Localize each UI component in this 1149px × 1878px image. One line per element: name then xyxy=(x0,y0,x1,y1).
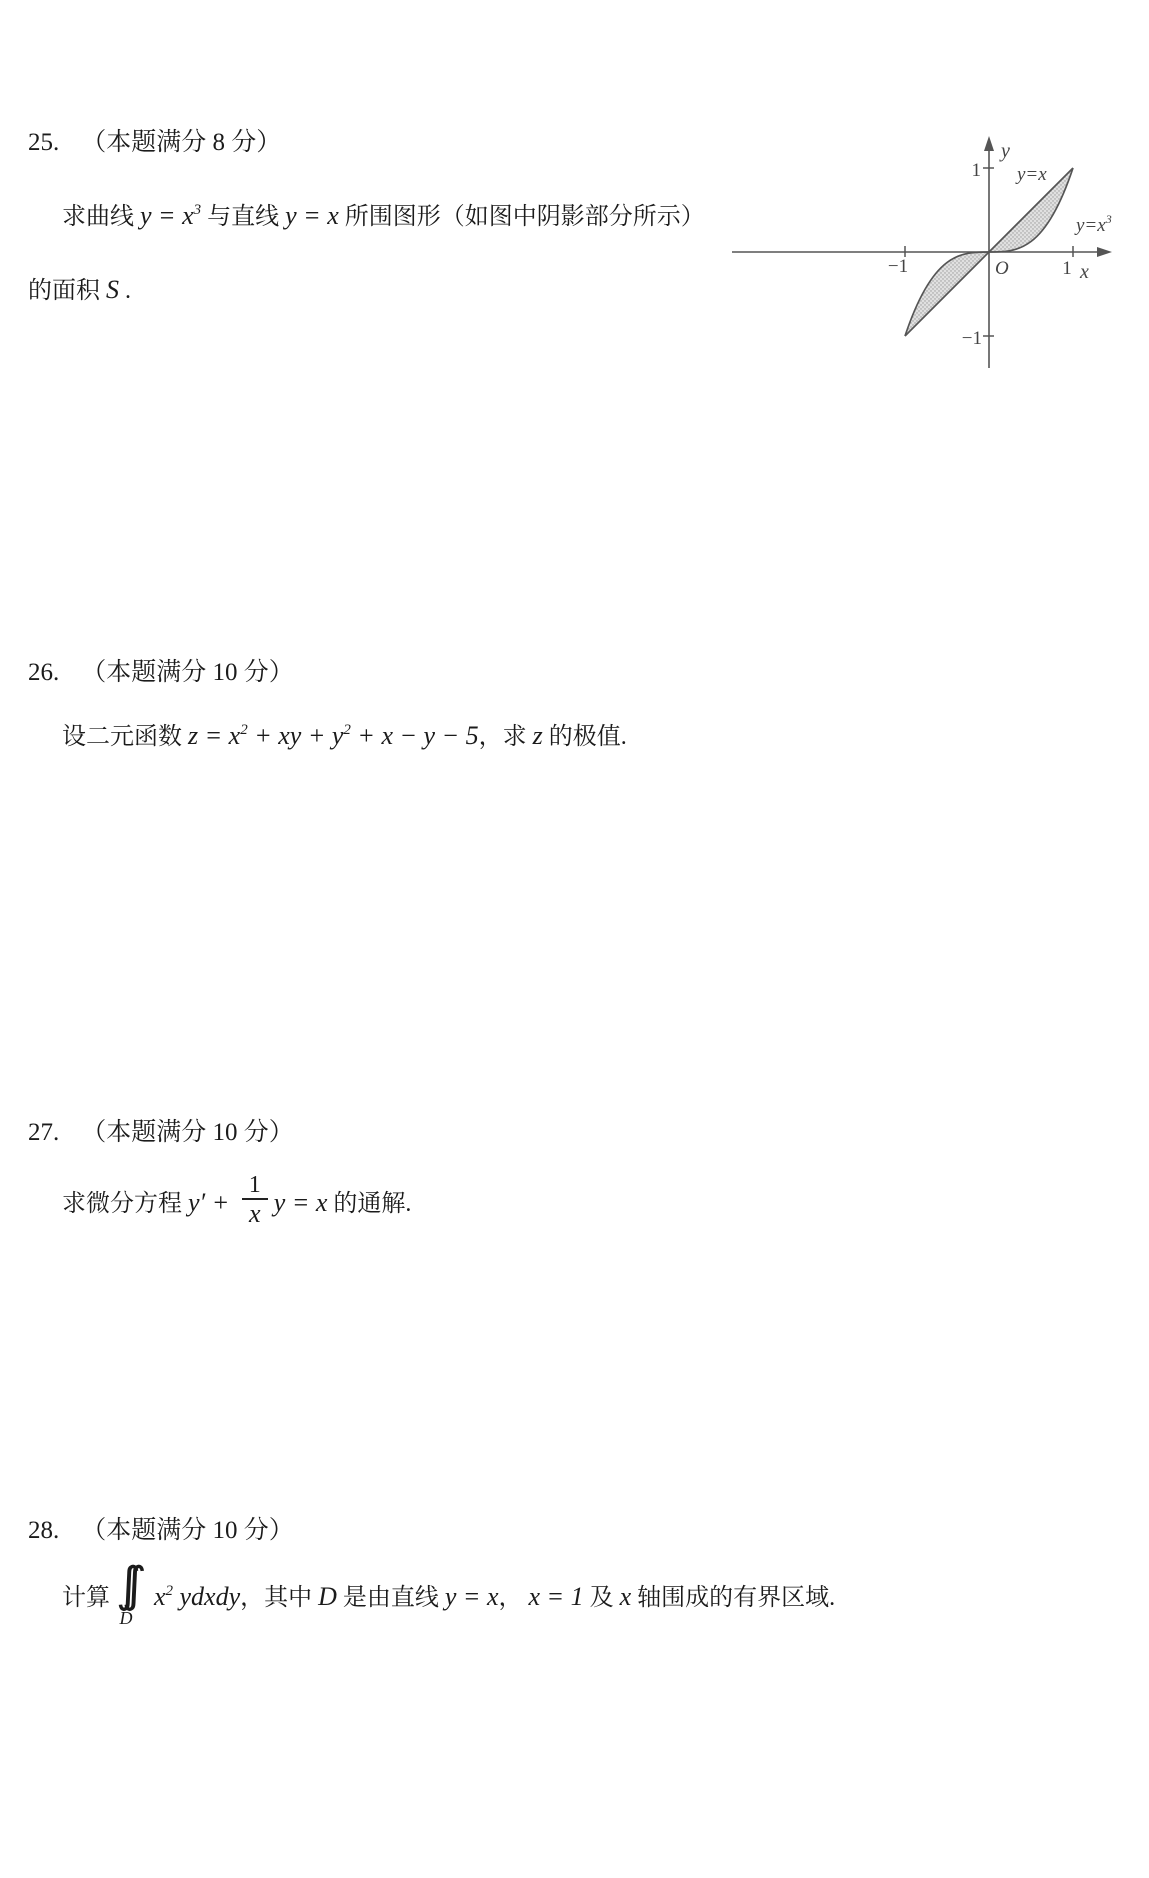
text-segment: 的面积 xyxy=(28,278,106,304)
question-number: 26. xyxy=(28,659,60,686)
math-expression: y′ + xyxy=(188,1187,236,1217)
math-expression: x = 1 xyxy=(528,1581,584,1611)
text-segment: 所围图形（如图中阴影部分所示） xyxy=(338,204,705,230)
y-tick-1-label: 1 xyxy=(971,160,981,181)
text-math-group xyxy=(62,1183,236,1218)
text-segment: ，其中 xyxy=(240,1584,319,1611)
curve-label-y-equals-x-cubed: $y=x^3$ xyxy=(1076,212,1112,236)
math-expression: y = x xyxy=(285,201,339,230)
text-segment: 求微分方程 xyxy=(62,1190,188,1217)
fraction-numerator: 1 xyxy=(248,1171,261,1198)
question-number: 25. xyxy=(28,129,60,156)
question-28-heading xyxy=(28,1510,294,1546)
question-25-body-line2 xyxy=(28,270,131,305)
x-axis-arrow-icon xyxy=(1097,247,1112,257)
integral-domain-label: D xyxy=(119,1608,133,1628)
question-points: （本题满分 10 分） xyxy=(81,659,294,686)
text-segment: 的极值. xyxy=(542,724,627,750)
line-label-y-equals-x: y=x xyxy=(1017,164,1047,185)
question-27-body xyxy=(62,1160,411,1240)
y-axis-arrow-icon xyxy=(984,136,994,151)
math-expression: + xy + y xyxy=(247,721,344,750)
double-integral-over-D xyxy=(116,1557,144,1628)
text-segment: . xyxy=(119,278,131,304)
math-expression: ydxdy xyxy=(172,1581,241,1611)
question-number: 28. xyxy=(28,1517,60,1544)
math-expression: D xyxy=(318,1581,337,1611)
math-expression: z = x xyxy=(188,721,241,750)
question-28-body xyxy=(62,1552,835,1636)
y-axis-label: y xyxy=(1001,140,1010,162)
text-math-group xyxy=(154,1577,835,1612)
math-superscript: 2 xyxy=(165,1582,173,1599)
question-26-body xyxy=(62,716,627,751)
text-segment: ， xyxy=(498,1584,529,1611)
text-segment: 计算 xyxy=(62,1584,110,1611)
text-segment: 设二元函数 xyxy=(62,724,188,750)
math-expression: x xyxy=(619,1581,632,1611)
question-number: 27. xyxy=(28,1119,60,1146)
math-expression: + x − y − 5 xyxy=(350,721,479,750)
text-segment: 轴围成的有界区域. xyxy=(631,1584,836,1611)
question-27-heading xyxy=(28,1112,294,1148)
text-segment: 是由直线 xyxy=(336,1584,445,1611)
text-segment: 求曲线 xyxy=(62,204,140,230)
math-expression: S xyxy=(106,275,119,304)
math-superscript: 2 xyxy=(240,722,248,738)
text-segment: ，求 xyxy=(478,724,533,750)
origin-label: O xyxy=(995,258,1009,279)
fraction-denominator: x xyxy=(249,1198,261,1228)
text-segment: 与直线 xyxy=(201,204,286,230)
x-tick-neg1-label: −1 xyxy=(887,256,909,277)
question-points: （本题满分 10 分） xyxy=(81,1119,294,1146)
math-expression: x xyxy=(153,1581,166,1611)
question-26-heading xyxy=(28,652,294,688)
question-25-body xyxy=(62,196,705,231)
text-math-group xyxy=(274,1183,412,1218)
figure-q25 xyxy=(712,100,1144,388)
text-segment: 的通解. xyxy=(327,1190,412,1217)
double-integral-icon: ∫∫ xyxy=(116,1557,128,1613)
math-expression: y = x xyxy=(140,201,194,230)
fraction-one-over-x xyxy=(242,1172,268,1229)
x-tick-1-label: 1 xyxy=(1062,258,1072,279)
question-points: （本题满分 10 分） xyxy=(81,1517,294,1544)
text-segment: 及 xyxy=(583,1584,620,1611)
math-superscript: 2 xyxy=(343,722,351,738)
question-points: （本题满分 8 分） xyxy=(81,129,282,156)
math-superscript: 3 xyxy=(193,202,202,218)
math-expression: y = x xyxy=(273,1187,328,1217)
x-axis-label: x xyxy=(1080,261,1089,283)
plot-y-equals-x-and-x-cubed xyxy=(712,100,1144,388)
question-25-heading xyxy=(28,122,281,158)
y-tick-neg1-label: −1 xyxy=(961,328,982,349)
math-expression: z xyxy=(532,721,543,750)
math-expression: y = x xyxy=(444,1581,499,1611)
